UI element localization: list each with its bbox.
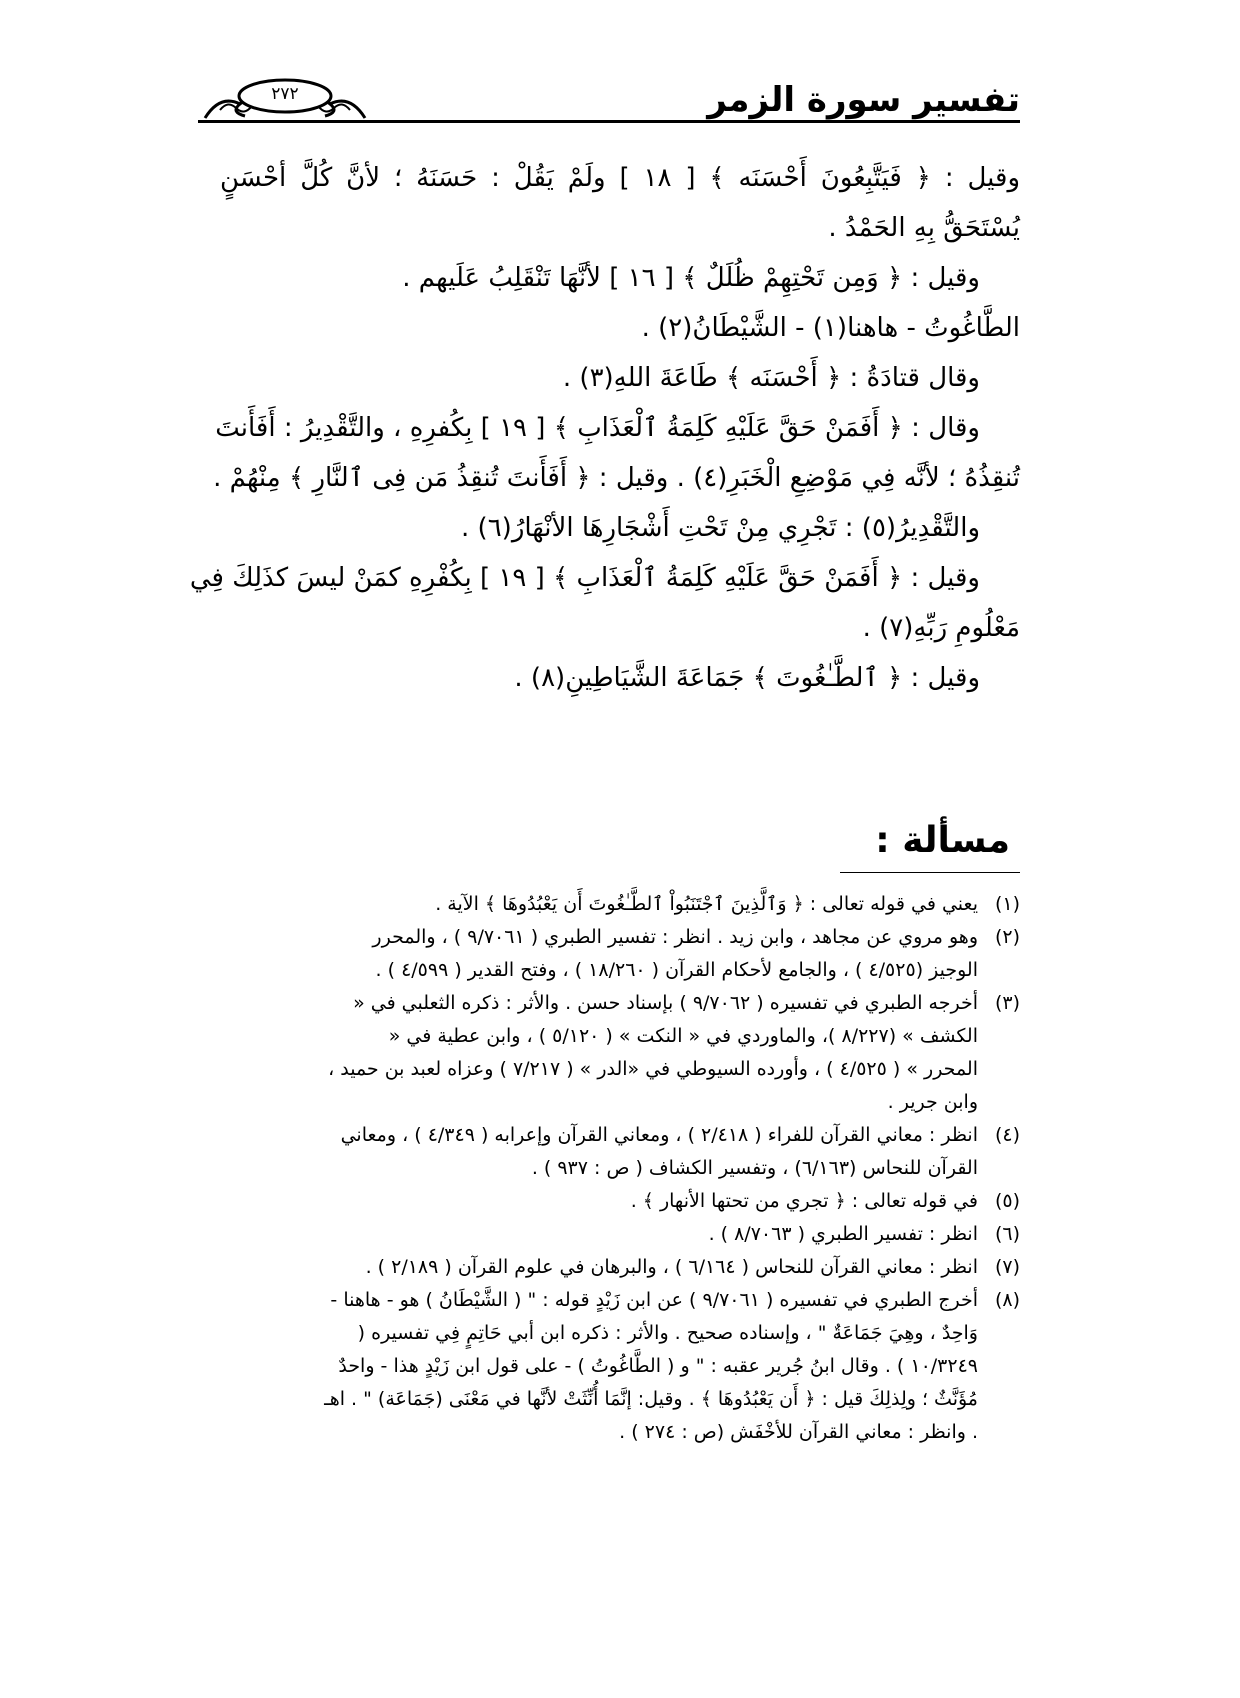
- footnote-line: انظر : تفسير الطبري ( ٨/٧٠٦٣ ) .: [708, 1223, 978, 1245]
- footnote-line: انظر : معاني القرآن للفراء ( ٢/٤١٨ ) ، ومعاني القرآن وإعرابه ( ٤/٣٤٩ ) ، ومعاني: [340, 1124, 978, 1146]
- footnote-line: أخرجه الطبري في تفسيره ( ٩/٧٠٦٢ ) بإسناد حسن . والأثر : ذكره الثعلبي في «: [353, 992, 978, 1014]
- footnote-rule: [840, 872, 1020, 873]
- footnote-5: [220, 1185, 1020, 1218]
- text-line: وقال قتادَةُ : ﴿ أَحْسَنَه ﴾ طَاعَةَ اللهِ(٣) .: [562, 363, 980, 393]
- footnote-6: [220, 1218, 1020, 1251]
- main-text: [189, 153, 1020, 703]
- footnote-3: [220, 987, 1020, 1119]
- footnote-4: [220, 1119, 1020, 1185]
- header-rule: [198, 120, 1020, 123]
- footnote-line: مُؤَنَّثٌ ؛ ولِذلِكَ قيل : ﴿ أَن يَعْبُدُوهَا ﴾ . وقيل: إنَّمَا أُنِّثَتْ لأنَّها في مَعْنَى (جَمَاعَة) " . اهـ: [324, 1388, 978, 1410]
- section-heading: مسألة :: [875, 820, 1010, 861]
- text-line: الطَّاغُوتُ - هاهنا(١) - الشَّيْطَانُ(٢) .: [641, 313, 1020, 343]
- footnote-line: وَاحِدٌ ، وهِيَ جَمَاعَةٌ " ، وإسناده صحيح . والأثر : ذكره ابن أبي حَاتِمٍ فِي تفسيره (: [357, 1322, 978, 1344]
- footnote-line: يعني في قوله تعالى : ﴿ وَٱلَّذِينَ ٱجْتَنَبُواْ ٱلطَّـٰغُوتَ أَن يَعْبُدُوهَا ﴾ الآية .: [435, 893, 978, 915]
- text-line: يُسْتَحَقُّ بِهِ الحَمْدُ .: [828, 213, 1020, 243]
- footnote-number: (١): [994, 893, 1020, 915]
- footnote-line: الوجيز (٤/٥٢٥ ) ، والجامع لأحكام القرآن ( ١٨/٢٦٠ ) ، وفتح القدير ( ٤/٥٩٩ ) .: [375, 959, 978, 981]
- footnote-number: (٥): [994, 1190, 1020, 1212]
- footnote-line: . وانظر : معاني القرآن للأخْفَش (ص : ٢٧٤ ) .: [619, 1421, 978, 1443]
- text-line: والتَّقْدِيرُ(٥) : تَجْرِي مِنْ تَحْتِ أَشْجَارِهَا الأنْهَارُ(٦) .: [461, 513, 980, 543]
- text-line: وقيل : ﴿ ٱلطَّـٰغُوتَ ﴾ جَمَاعَةَ الشَّيَاطِينِ(٨) .: [514, 663, 980, 693]
- footnote-7: [220, 1251, 1020, 1284]
- footnote-line: المحرر » ( ٤/٥٢٥ ) ، وأورده السيوطي في «الدر » ( ٧/٢١٧ ) وعزاه لعبد بن حميد ،: [328, 1058, 978, 1080]
- text-line: وقيل : ﴿ فَيَتَّبِعُونَ أَحْسَنَه ﴾ [ ١٨ ] ولَمْ يَقُلْ : حَسَنَهُ ؛ لأنَّ كُلَّ أحْسَنٍ: [220, 163, 1020, 193]
- text-line: وقال : ﴿ أَفَمَنْ حَقَّ عَلَيْهِ كَلِمَةُ ٱلْعَذَابِ ﴾ [ ١٩ ] بِكُفرِهِ ، والتَّقْدِيرُ : أَفَأَنتَ: [215, 413, 980, 443]
- footnote-number: (٨): [994, 1289, 1020, 1311]
- text-line: وقيل : ﴿ أَفَمَنْ حَقَّ عَلَيْهِ كَلِمَةُ ٱلْعَذَابِ ﴾ [ ١٩ ] بِكُفْرِهِ كمَنْ ليسَ كذَلِكَ فِي: [189, 563, 980, 593]
- footnote-2: [220, 921, 1020, 987]
- footnote-number: (٣): [994, 992, 1020, 1014]
- footnote-number: (٧): [994, 1256, 1020, 1278]
- footnote-number: (٤): [994, 1124, 1020, 1146]
- footnote-number: (٢): [994, 926, 1020, 948]
- footnote-number: (٦): [994, 1223, 1020, 1245]
- text-line: وقيل : ﴿ وَمِن تَحْتِهِمْ ظُلَلٌ ﴾ [ ١٦ ] لأنَّهَا تَنْقَلِبُ عَلَيهم .: [402, 263, 980, 293]
- footnote-line: في قوله تعالى : ﴿ تجري من تحتها الأنهار ﴾ .: [630, 1190, 978, 1212]
- text-line: مَعْلُومِ رَبِّهِ(٧) .: [862, 613, 1020, 643]
- page-header-title: تفسير سورة الزمر: [707, 80, 1020, 120]
- footnote-line: ١٠/٣٢٤٩ ) . وقال ابنُ جُرير عقبه : " و ( الطَّاغُوتُ ) - على قول ابن زَيْدٍ هذا - واحدٌ: [338, 1355, 978, 1377]
- footnote-line: أخرج الطبري في تفسيره ( ٩/٧٠٦١ ) عن ابن زَيْدٍ قوله : " ( الشَّيْطَانُ ) هو - هاهنا -: [330, 1289, 978, 1311]
- footnote-1: [220, 888, 1020, 921]
- footnote-line: القرآن للنحاس (٦/١٦٣) ، وتفسير الكشاف ( ص : ٩٣٧ ) .: [531, 1157, 978, 1179]
- text-line: تُنقِذُهُ ؛ لأنَّه فِي مَوْضِعِ الْخَبَرِ(٤) . وقيل : ﴿ أَفَأَنتَ تُنقِذُ مَن فِى ٱلنَّارِ ﴾ مِنْهُمْ .: [213, 463, 1020, 493]
- footnote-line: الكشف » (٨/٢٢٧ )، والماوردي في « النكت » ( ٥/١٢٠ ) ، وابن عطية في «: [388, 1025, 978, 1047]
- footnote-line: انظر : معاني القرآن للنحاس ( ٦/١٦٤ ) ، والبرهان في علوم القرآن ( ٢/١٨٩ ) .: [365, 1256, 978, 1278]
- footnote-line: وهو مروي عن مجاهد ، وابن زيد . انظر : تفسير الطبري ( ٩/٧٠٦١ ) ، والمحرر: [372, 926, 978, 948]
- footnote-8: [220, 1284, 1020, 1449]
- page-number: ٢٧٢: [271, 84, 299, 104]
- footnotes: [220, 888, 1020, 1449]
- footnote-line: وابن جرير .: [887, 1091, 978, 1113]
